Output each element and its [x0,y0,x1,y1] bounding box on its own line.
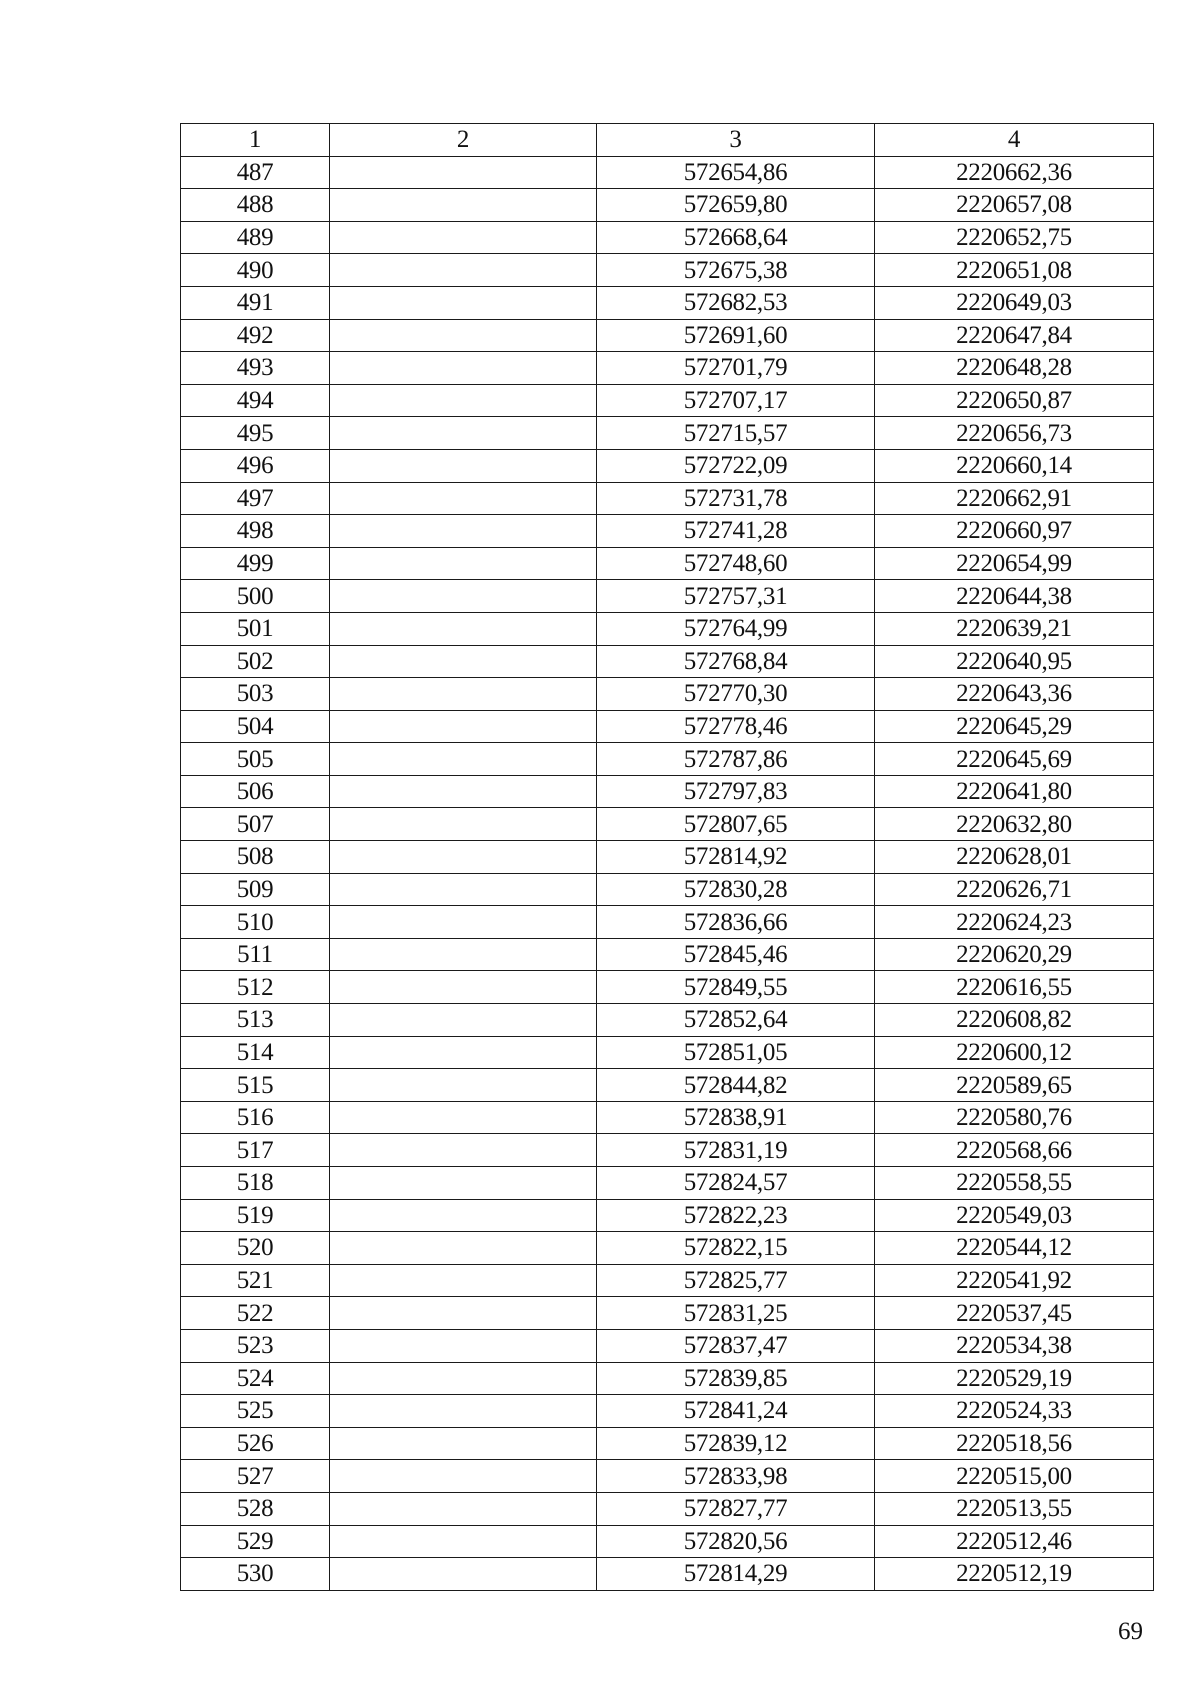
table-row [181,1199,1154,1232]
table-row [181,1232,1154,1265]
table-cell: 503 [181,678,330,711]
table-cell: 493 [181,352,330,385]
table-cell: 2220515,00 [875,1460,1154,1493]
table-row [181,254,1154,287]
table-cell: 518 [181,1167,330,1200]
table-cell [330,678,597,711]
table-row [181,1069,1154,1102]
table-cell: 572707,17 [597,384,875,417]
table-cell: 572691,60 [597,319,875,352]
table-cell: 497 [181,482,330,515]
table-cell: 509 [181,873,330,906]
table-cell: 572654,86 [597,156,875,189]
table-cell: 572722,09 [597,449,875,482]
table-cell: 2220568,66 [875,1134,1154,1167]
table-cell: 511 [181,938,330,971]
table-row [181,547,1154,580]
table-cell: 492 [181,319,330,352]
table-row [181,1395,1154,1428]
table-cell [330,1492,597,1525]
table-cell: 2220541,92 [875,1264,1154,1297]
table-row [181,482,1154,515]
table-cell [330,221,597,254]
table-cell: 2220662,91 [875,482,1154,515]
table-cell: 2220640,95 [875,645,1154,678]
table-cell: 572748,60 [597,547,875,580]
table-cell: 572814,29 [597,1558,875,1591]
table-cell [330,1558,597,1591]
table-cell: 2220524,33 [875,1395,1154,1428]
table-row [181,710,1154,743]
table-cell: 572836,66 [597,906,875,939]
table-cell: 572764,99 [597,612,875,645]
table-cell: 572820,56 [597,1525,875,1558]
table-cell: 2220513,55 [875,1492,1154,1525]
table-cell: 500 [181,580,330,613]
table-row [181,384,1154,417]
column-header: 2 [330,124,597,157]
table-row [181,1525,1154,1558]
table-cell: 2220649,03 [875,286,1154,319]
table-cell: 512 [181,971,330,1004]
table-row [181,580,1154,613]
table-cell: 494 [181,384,330,417]
table-cell [330,1427,597,1460]
table-cell [330,254,597,287]
table-row [181,1329,1154,1362]
table-row [181,221,1154,254]
table-cell: 2220662,36 [875,156,1154,189]
table-cell: 2220645,69 [875,743,1154,776]
table-row [181,1004,1154,1037]
table-row [181,286,1154,319]
table-row [181,156,1154,189]
table-cell: 507 [181,808,330,841]
table-cell: 572838,91 [597,1101,875,1134]
column-header: 1 [181,124,330,157]
table-cell: 572822,15 [597,1232,875,1265]
table-cell: 495 [181,417,330,450]
table-cell [330,156,597,189]
table-cell: 572839,12 [597,1427,875,1460]
table-cell [330,580,597,613]
table-cell [330,1297,597,1330]
table-cell: 520 [181,1232,330,1265]
table-cell: 522 [181,1297,330,1330]
table-row [181,612,1154,645]
table-cell: 528 [181,1492,330,1525]
table-cell: 572797,83 [597,775,875,808]
table-cell: 514 [181,1036,330,1069]
table-cell [330,449,597,482]
table-cell: 502 [181,645,330,678]
table-row [181,515,1154,548]
table-cell: 504 [181,710,330,743]
table-cell [330,775,597,808]
table-cell: 572851,05 [597,1036,875,1069]
table-cell: 505 [181,743,330,776]
table-cell [330,384,597,417]
table-row [181,743,1154,776]
table-cell: 2220648,28 [875,352,1154,385]
table-row [181,1101,1154,1134]
table-cell: 572741,28 [597,515,875,548]
table-row [181,906,1154,939]
table-cell [330,1264,597,1297]
table-cell: 572731,78 [597,482,875,515]
table-cell: 2220608,82 [875,1004,1154,1037]
table-cell [330,1134,597,1167]
table-row [181,1558,1154,1591]
table-cell: 2220660,14 [875,449,1154,482]
table-cell: 572830,28 [597,873,875,906]
table-row [181,449,1154,482]
table-cell: 572778,46 [597,710,875,743]
table-row [181,1460,1154,1493]
table-cell: 572822,23 [597,1199,875,1232]
table-cell: 2220529,19 [875,1362,1154,1395]
table-cell: 2220641,80 [875,775,1154,808]
table-cell: 529 [181,1525,330,1558]
table-cell: 572839,85 [597,1362,875,1395]
table-row [181,319,1154,352]
table-cell [330,1101,597,1134]
table-cell: 2220518,56 [875,1427,1154,1460]
table-cell: 2220660,97 [875,515,1154,548]
table-cell [330,808,597,841]
table-cell [330,1525,597,1558]
table-cell: 498 [181,515,330,548]
table-cell [330,1329,597,1362]
table-cell: 510 [181,906,330,939]
table-cell: 2220651,08 [875,254,1154,287]
table-cell: 2220544,12 [875,1232,1154,1265]
table-cell: 519 [181,1199,330,1232]
table-cell [330,1395,597,1428]
table-cell: 2220639,21 [875,612,1154,645]
table-cell: 499 [181,547,330,580]
table-row [181,1492,1154,1525]
table-cell: 501 [181,612,330,645]
table-cell: 2220580,76 [875,1101,1154,1134]
table-cell: 508 [181,841,330,874]
table-cell: 523 [181,1329,330,1362]
table-row [181,775,1154,808]
table-cell: 572849,55 [597,971,875,1004]
table-cell: 2220616,55 [875,971,1154,1004]
table-cell [330,1232,597,1265]
table-row [181,417,1154,450]
table-cell: 506 [181,775,330,808]
table-cell [330,1004,597,1037]
table-cell: 2220647,84 [875,319,1154,352]
table-cell: 2220632,80 [875,808,1154,841]
table-cell: 2220650,87 [875,384,1154,417]
table-cell: 530 [181,1558,330,1591]
table-cell: 2220652,75 [875,221,1154,254]
table-cell: 524 [181,1362,330,1395]
table-row [181,189,1154,222]
table-cell: 2220558,55 [875,1167,1154,1200]
table-cell: 515 [181,1069,330,1102]
table-cell [330,1460,597,1493]
coordinates-table [180,123,1154,1591]
table-cell [330,189,597,222]
table-cell: 2220589,65 [875,1069,1154,1102]
table-row [181,971,1154,1004]
table-cell [330,906,597,939]
table-cell [330,1069,597,1102]
table-cell [330,873,597,906]
table-cell: 572833,98 [597,1460,875,1493]
table-row [181,1297,1154,1330]
table-cell [330,612,597,645]
table-cell [330,286,597,319]
table-row [181,645,1154,678]
table-cell: 2220600,12 [875,1036,1154,1069]
table-row [181,1167,1154,1200]
table-cell: 2220537,45 [875,1297,1154,1330]
table-cell: 572825,77 [597,1264,875,1297]
table-row [181,678,1154,711]
table-cell: 516 [181,1101,330,1134]
table-row [181,1362,1154,1395]
table-row [181,352,1154,385]
table-cell: 572701,79 [597,352,875,385]
table-cell: 572768,84 [597,645,875,678]
table-cell [330,1362,597,1395]
table-cell [330,547,597,580]
table-cell: 572659,80 [597,189,875,222]
table-cell: 572715,57 [597,417,875,450]
page-number: 69 [1118,1618,1143,1645]
table-header-row [181,124,1154,157]
table-cell: 572845,46 [597,938,875,971]
table-cell: 2220628,01 [875,841,1154,874]
table-cell: 513 [181,1004,330,1037]
table-row [181,808,1154,841]
table-cell [330,841,597,874]
table-cell: 2220626,71 [875,873,1154,906]
table-row [181,1427,1154,1460]
table-cell: 2220644,38 [875,580,1154,613]
table-cell: 2220624,23 [875,906,1154,939]
table-cell: 2220657,08 [875,189,1154,222]
table-row [181,873,1154,906]
table-cell: 517 [181,1134,330,1167]
table-cell: 2220656,73 [875,417,1154,450]
table-cell [330,645,597,678]
table-cell: 2220643,36 [875,678,1154,711]
table-cell: 572824,57 [597,1167,875,1200]
table-cell: 572841,24 [597,1395,875,1428]
table-cell: 572770,30 [597,678,875,711]
table-cell [330,352,597,385]
table-cell: 572827,77 [597,1492,875,1525]
column-header: 4 [875,124,1154,157]
table-cell: 572668,64 [597,221,875,254]
table-cell: 2220512,46 [875,1525,1154,1558]
table-cell: 572837,47 [597,1329,875,1362]
table-cell [330,971,597,1004]
table-cell: 2220645,29 [875,710,1154,743]
table-cell: 490 [181,254,330,287]
table-cell: 572682,53 [597,286,875,319]
table-cell [330,938,597,971]
table-cell: 572787,86 [597,743,875,776]
table-cell: 572807,65 [597,808,875,841]
table-row [181,1134,1154,1167]
table-cell: 572852,64 [597,1004,875,1037]
table-cell [330,1167,597,1200]
table-row [181,1264,1154,1297]
table-body [181,156,1154,1590]
table-cell [330,710,597,743]
table-cell: 496 [181,449,330,482]
table-cell: 2220620,29 [875,938,1154,971]
table-cell: 521 [181,1264,330,1297]
table-cell [330,417,597,450]
table-cell: 491 [181,286,330,319]
table-cell: 527 [181,1460,330,1493]
table-cell [330,1036,597,1069]
table-cell: 2220534,38 [875,1329,1154,1362]
table-cell: 488 [181,189,330,222]
table-cell [330,319,597,352]
table-cell: 2220549,03 [875,1199,1154,1232]
table-cell: 526 [181,1427,330,1460]
table-cell: 572814,92 [597,841,875,874]
table-cell: 572831,25 [597,1297,875,1330]
table-cell: 572831,19 [597,1134,875,1167]
table-cell: 572675,38 [597,254,875,287]
table-cell [330,482,597,515]
table-cell [330,743,597,776]
table-cell: 525 [181,1395,330,1428]
table-cell: 2220512,19 [875,1558,1154,1591]
table-cell: 572844,82 [597,1069,875,1102]
table-cell: 2220654,99 [875,547,1154,580]
table-cell: 572757,31 [597,580,875,613]
table-cell: 489 [181,221,330,254]
column-header: 3 [597,124,875,157]
table-cell [330,1199,597,1232]
table-row [181,1036,1154,1069]
table-row [181,841,1154,874]
table-cell: 487 [181,156,330,189]
table-cell [330,515,597,548]
table-row [181,938,1154,971]
